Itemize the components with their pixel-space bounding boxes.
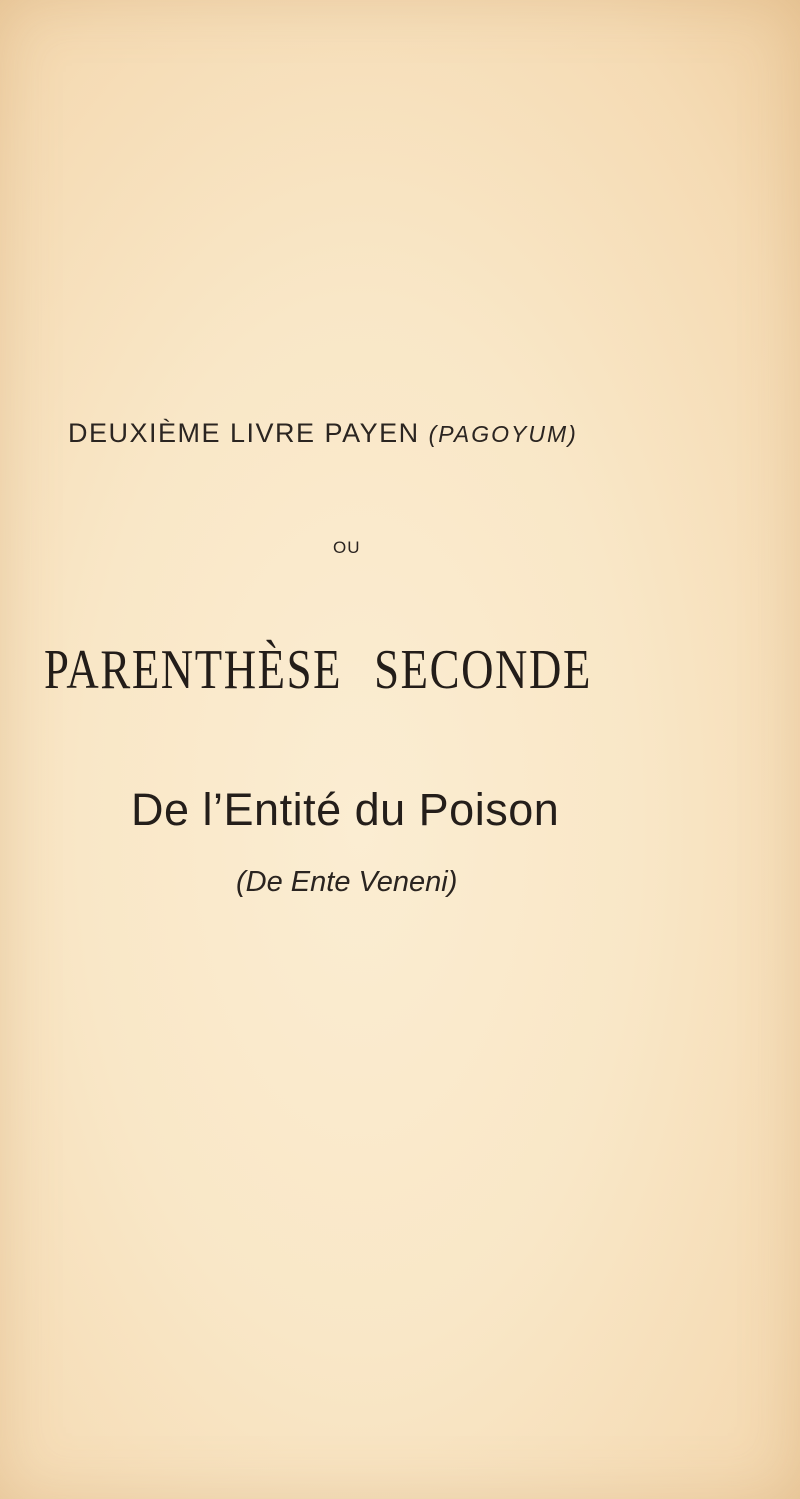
book-title-main: DEUXIÈME LIVRE PAYEN [68,418,429,448]
latin-subtitle: (De Ente Veneni) [236,866,458,898]
heading-part-2: SECONDE [374,639,592,701]
subtitle: De l’Entité du Poison [131,784,560,835]
heading-part-1: PARENTHÈSE [44,639,343,701]
book-title [68,418,578,449]
book-title-latin: (PAGOYUM) [428,421,578,447]
section-heading [44,639,592,701]
conjunction: OU [333,538,361,557]
